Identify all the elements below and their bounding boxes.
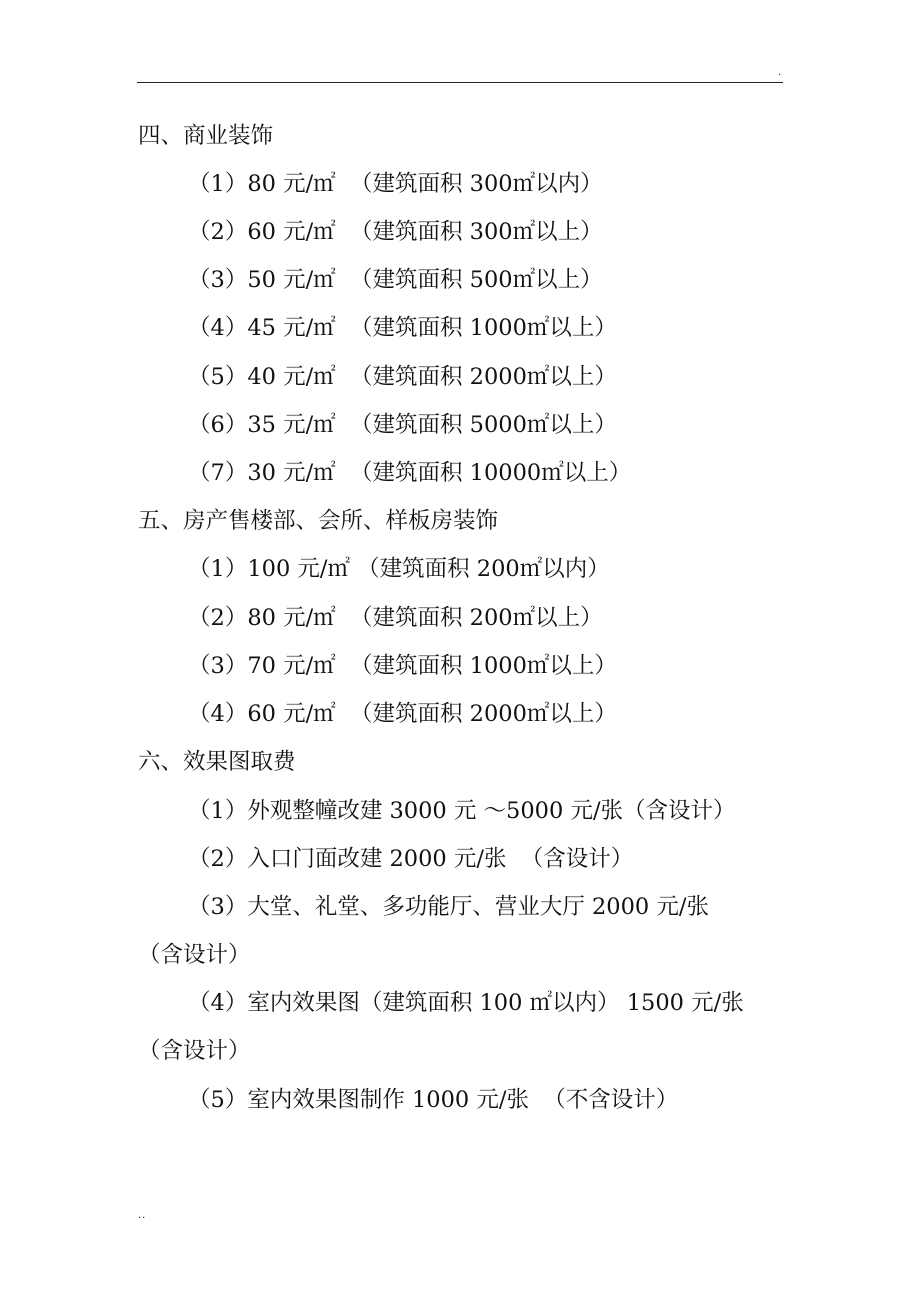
list-item: （1）外观整幢改建 3000 元 ～5000 元/张（含设计） bbox=[188, 798, 736, 824]
header-rule bbox=[137, 82, 783, 83]
list-item: （4）45 元/㎡ （建筑面积 1000㎡以上） bbox=[188, 315, 617, 341]
list-item: （1）100 元/㎡ （建筑面积 200㎡以内） bbox=[188, 556, 610, 582]
list-item: （7）30 元/㎡ （建筑面积 10000㎡以上） bbox=[188, 460, 632, 486]
section-title-renderings: 六、效果图取费 bbox=[138, 749, 296, 775]
section-title-commercial: 四、商业装饰 bbox=[138, 123, 274, 149]
list-item: （1）80 元/㎡ （建筑面积 300㎡以内） bbox=[188, 171, 603, 197]
list-item: （3）70 元/㎡ （建筑面积 1000㎡以上） bbox=[188, 653, 617, 679]
footer-mark: .. bbox=[138, 1210, 147, 1221]
list-item: （5）40 元/㎡ （建筑面积 2000㎡以上） bbox=[188, 364, 617, 390]
list-item: （2）60 元/㎡ （建筑面积 300㎡以上） bbox=[188, 219, 603, 245]
list-item: （2）入口门面改建 2000 元/张 （含设计） bbox=[188, 846, 634, 872]
list-item-continuation: （含设计） bbox=[138, 942, 251, 968]
section-title-sales-office: 五、房产售楼部、会所、样板房装饰 bbox=[138, 508, 499, 534]
list-item: （2）80 元/㎡ （建筑面积 200㎡以上） bbox=[188, 605, 603, 631]
list-item: （3）50 元/㎡ （建筑面积 500㎡以上） bbox=[188, 267, 603, 293]
list-item: （4）室内效果图（建筑面积 100 ㎡以内） 1500 元/张 bbox=[188, 990, 744, 1016]
list-item: （3）大堂、礼堂、多功能厅、营业大厅 2000 元/张 bbox=[188, 894, 709, 920]
list-item: （4）60 元/㎡ （建筑面积 2000㎡以上） bbox=[188, 701, 617, 727]
header-mark: . bbox=[778, 67, 782, 78]
list-item: （6）35 元/㎡ （建筑面积 5000㎡以上） bbox=[188, 412, 617, 438]
list-item-continuation: （含设计） bbox=[138, 1038, 251, 1064]
list-item: （5）室内效果图制作 1000 元/张 （不含设计） bbox=[188, 1087, 679, 1113]
